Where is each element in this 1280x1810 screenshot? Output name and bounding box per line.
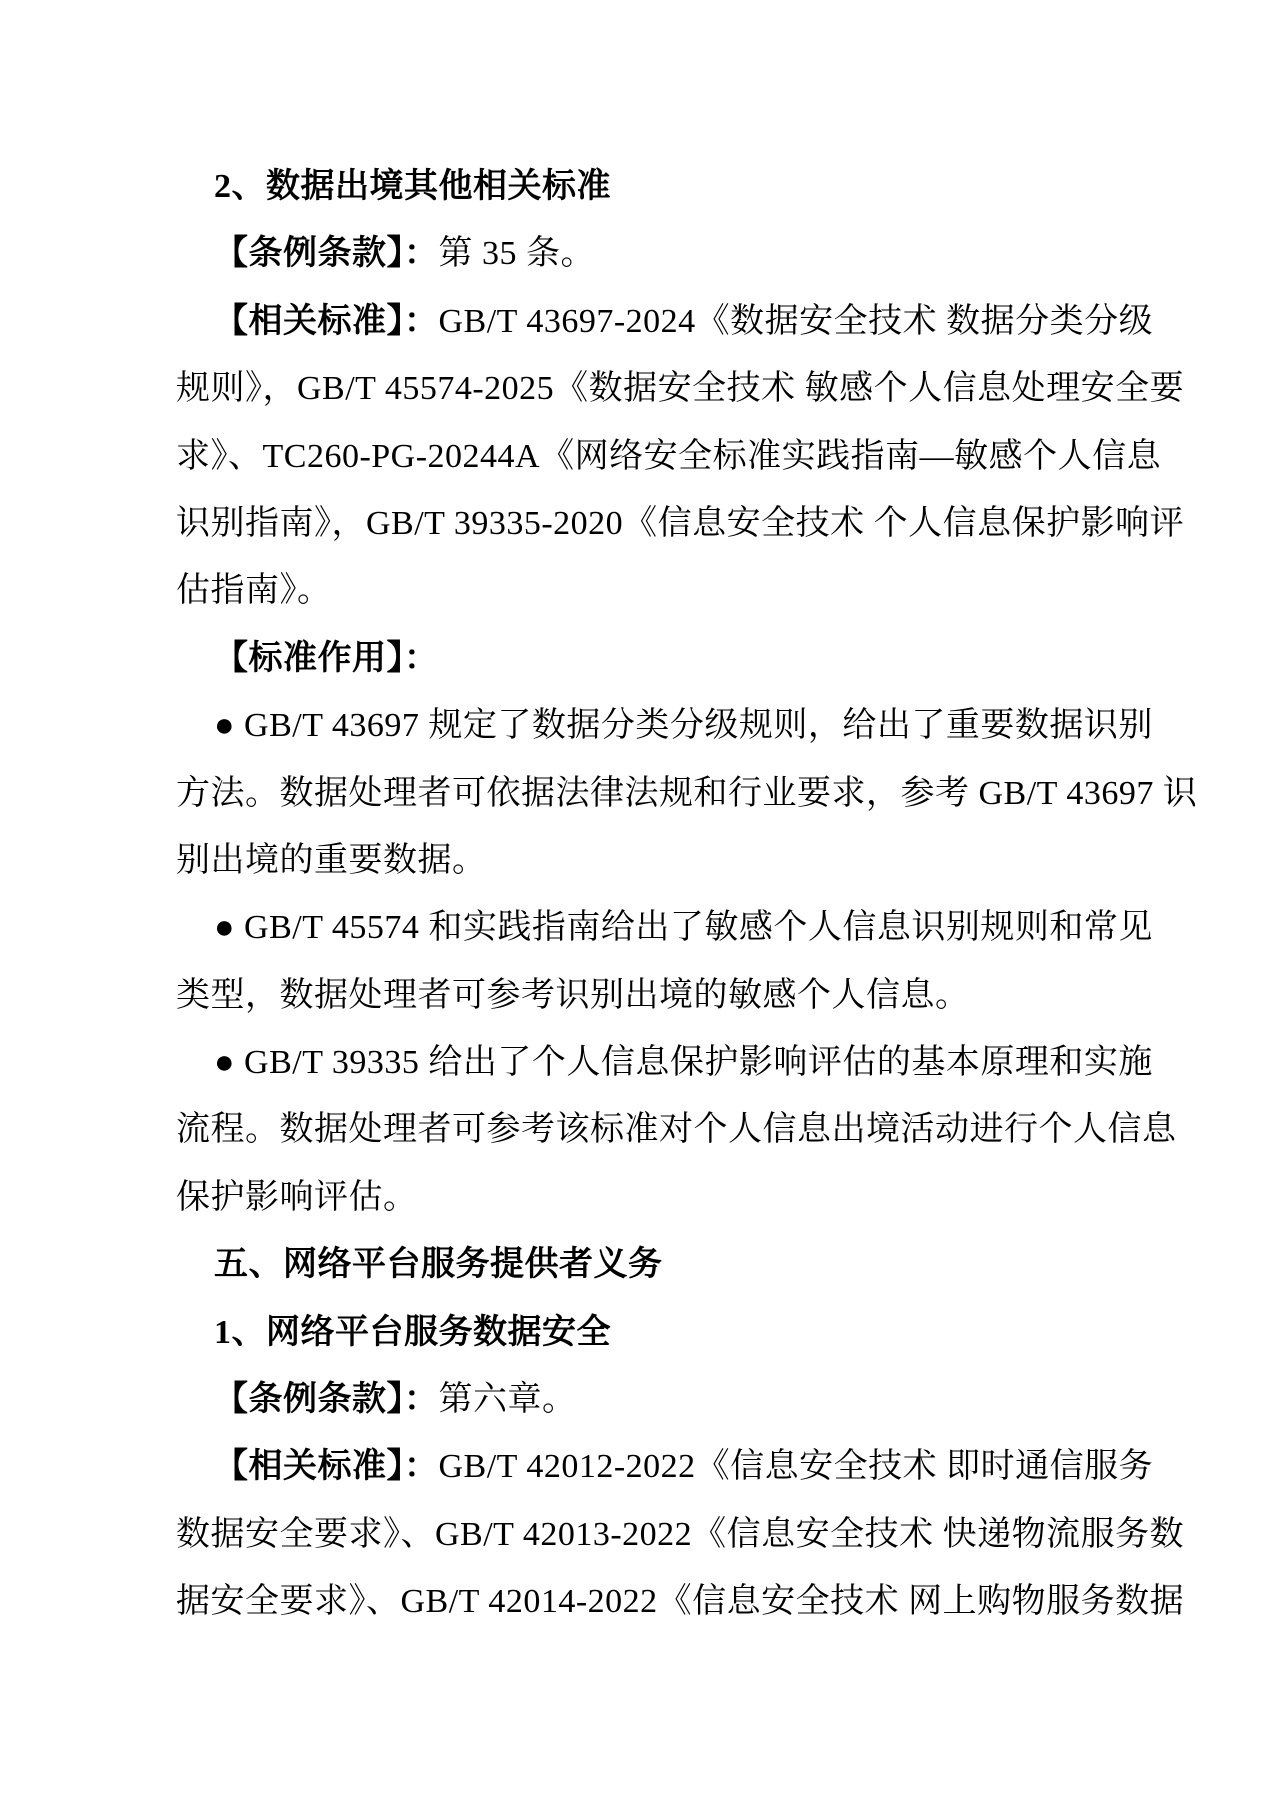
text-line — [176, 490, 1185, 557]
text-segment: ● GB/T 43697 规定了数据分类分级规则，给出了重要数据识别 — [214, 707, 1153, 745]
text-line — [176, 355, 1185, 422]
text-line — [176, 1366, 1107, 1433]
text-segment: 别出境的重要数据。 — [176, 841, 487, 879]
text-line — [176, 288, 1154, 355]
text-line — [176, 1568, 1185, 1635]
bold-text-segment: 【标准作用】： — [214, 639, 439, 677]
text-segment: 求》、TC260-PG-20244A《网络安全标准实践指南—敏感个人信息 — [176, 437, 1162, 475]
text-segment: ● GB/T 45574 和实践指南给出了敏感个人信息识别规则和常见 — [214, 909, 1153, 947]
text-segment: GB/T 42012-2022《信息安全技术 即时通信服务 — [438, 1448, 1154, 1486]
text-line — [176, 1164, 1107, 1231]
text-segment: 估指南》。 — [176, 572, 332, 610]
text-line — [176, 1029, 1153, 1096]
text-line — [176, 1501, 1185, 1568]
text-segment: 据安全要求》、GB/T 42014-2022《信息安全技术 网上购物服务数据 — [176, 1583, 1185, 1621]
text-line — [176, 557, 1107, 624]
bold-text-segment: 【相关标准】： — [214, 1448, 439, 1486]
bold-text-segment: 【条例条款】： — [214, 1381, 439, 1419]
text-line — [176, 1299, 1107, 1366]
text-line — [176, 220, 1107, 287]
text-segment: 第六章。 — [438, 1381, 577, 1419]
document-body — [176, 153, 1198, 1636]
bold-text-segment: 1、网络平台服务数据安全 — [214, 1313, 611, 1351]
text-line — [176, 625, 1107, 692]
bold-text-segment: 【条例条款】： — [214, 235, 439, 273]
text-line — [176, 962, 1107, 1029]
bold-text-segment: 【相关标准】： — [214, 302, 439, 340]
text-line — [176, 1096, 1177, 1163]
text-segment: 保护影响评估。 — [176, 1178, 418, 1216]
bold-text-segment: 2、数据出境其他相关标准 — [214, 168, 611, 205]
text-segment: 方法。数据处理者可依据法律法规和行业要求，参考 GB/T 43697 识 — [176, 774, 1198, 812]
text-line — [176, 827, 1107, 894]
text-line — [176, 692, 1153, 759]
text-segment: ● GB/T 39335 给出了个人信息保护影响评估的基本原理和实施 — [214, 1044, 1153, 1082]
text-segment: 第 35 条。 — [438, 235, 595, 273]
text-segment: 规则》，GB/T 45574-2025《数据安全技术 敏感个人信息处理安全要 — [176, 370, 1185, 408]
text-line — [176, 423, 1162, 490]
text-segment: GB/T 43697-2024《数据安全技术 数据分类分级 — [438, 302, 1154, 340]
bold-text-segment: 五、网络平台服务提供者义务 — [214, 1246, 663, 1284]
text-line — [176, 153, 1107, 220]
text-segment: 数据安全要求》、GB/T 42013-2022《信息安全技术 快递物流服务数 — [176, 1515, 1185, 1553]
text-segment: 类型，数据处理者可参考识别出境的敏感个人信息。 — [176, 976, 970, 1014]
text-segment: 流程。数据处理者可参考该标准对个人信息出境活动进行个人信息 — [176, 1111, 1177, 1149]
text-segment: 识别指南》，GB/T 39335-2020《信息安全技术 个人信息保护影响评 — [176, 504, 1185, 542]
text-line — [176, 1433, 1154, 1500]
text-line — [176, 760, 1198, 827]
text-line — [176, 1231, 1107, 1298]
text-line — [176, 894, 1153, 961]
